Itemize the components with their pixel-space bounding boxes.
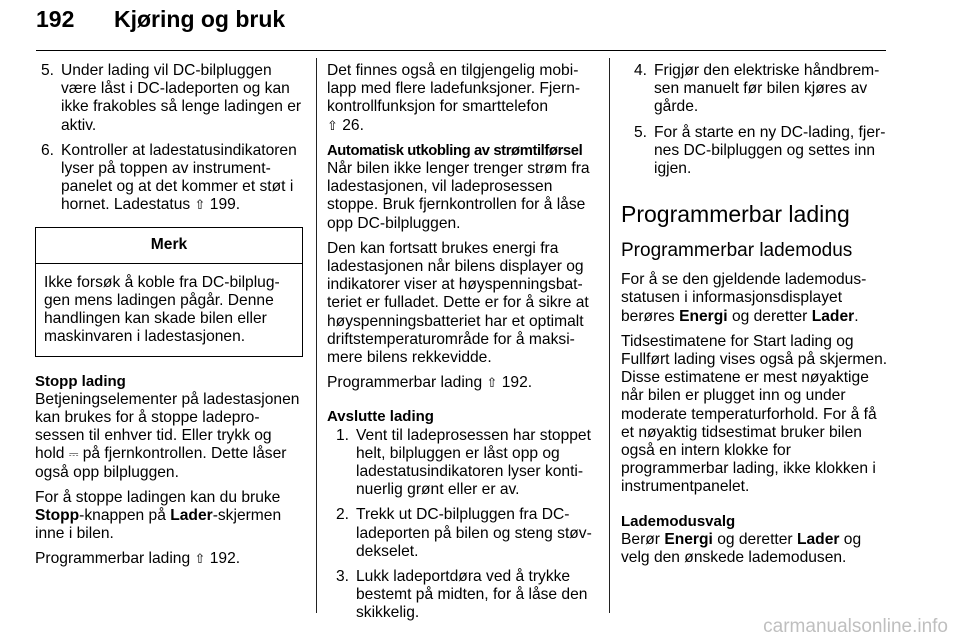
- watermark: carmanualsonline.info: [763, 616, 948, 637]
- reference-arrow-icon: ⇧: [327, 117, 338, 133]
- list-item: 6. Kontroller at ladestatusindikatoren lyser på toppen av instrumentpanelet og at det kommer et støt i hornet. Ladestatus ⇧ 199.: [40, 141, 297, 214]
- note-box: [35, 227, 303, 357]
- page-reference-link[interactable]: 26.: [342, 116, 364, 134]
- section-heading: Programmerbar lademodus: [621, 240, 853, 262]
- column-3: [621, 62, 889, 574]
- paragraph: Programmerbar lading ⇧ 192.: [327, 374, 533, 392]
- list-item: 5. Under lading vil DC-bilpluggen være låst i DC-ladeporten og kan ikke frakobles så lenge ladingen er aktiv.: [40, 62, 302, 134]
- reference-arrow-icon: ⇧: [194, 551, 206, 567]
- page-reference-link[interactable]: 199.: [209, 196, 241, 214]
- reference-arrow-icon: ⇧: [486, 375, 498, 391]
- paragraph: Tidsestimatene for Start lading og Fullført lading vises også på skjermen. Disse estimatene er mest nøyaktige når bilen er plugget inn og under moderate temperaturforhold. For å få et nøyaktig tidsestimat bruker bilen også en intern klokke for programmerbar lading, ikke klokken i instrumentpanelet.: [621, 332, 888, 496]
- page-header: [36, 0, 886, 51]
- page-reference-link[interactable]: 192.: [209, 550, 241, 568]
- list-item: 4. Frigjør den elektriske håndbremsen manuelt før bilen kjøres av gårde.: [633, 62, 880, 116]
- list-item: 5. For å starte en ny DC-lading, fjernes DC-bilpluggen og settes inn igjen.: [633, 123, 886, 178]
- column-2: [327, 62, 595, 630]
- paragraph: For å se den gjeldende lademodusstatusen i informasjonsdisplayet berøres Energi og deretter Lader.: [621, 271, 867, 325]
- paragraph: Den kan fortsatt brukes energi fra ladestasjonen når bilens displayer og indikatorer viser at høyspenningsbatteriet er fulladet. Dette er for å sikre at høyspenningsbatteriet har et optimalt driftstemperaturområde for å maksimere bilens rekkevidde.: [327, 239, 589, 367]
- column-divider: [609, 58, 610, 613]
- section-heading: Stopp lading: [35, 372, 126, 390]
- list-item: 1. Vent til ladeprosessen har stoppet helt, bilpluggen er låst opp og ladestatusindikatoren lyser kontinuerlig grønt eller er av.: [335, 426, 591, 499]
- paragraph: Betjeningselementer på ladestasjonen kan brukes for å stoppe ladeprosessen til enhver tid. Eller trykk og hold ⎓ på fjernkontrollen. Dette låser også opp bilpluggen.: [35, 390, 300, 481]
- paragraph: Når bilen ikke lenger trenger strøm fra ladestasjonen, vil ladeprosessen stoppe. Bruk fjernkontrollen for å låse opp DC-bilpluggen.: [327, 160, 590, 232]
- section-heading: Lademodusvalg: [621, 512, 736, 530]
- paragraph: Berør Energi og deretter Lader og velg den ønskede lademodusen.: [621, 530, 862, 567]
- paragraph: Programmerbar lading ⇧ 192.: [35, 550, 241, 568]
- list-item: 2. Trekk ut DC-bilpluggen fra DC-ladeporten på bilen og steng støvdekselet.: [335, 506, 592, 560]
- list-item: 3. Lukk ladeportdøra ved å trykke bestemt på midten, for å låse den skikkelig.: [335, 568, 588, 622]
- paragraph: Det finnes også en tilgjengelig mobilapp med flere ladefunksjoner. Fjernkontrollfunksjon for smarttelefon ⇧ 26.: [327, 62, 581, 134]
- section-heading: Avslutte lading: [327, 408, 434, 426]
- column-1: [35, 62, 303, 576]
- reference-arrow-icon: ⇧: [194, 197, 206, 213]
- page-number: 192: [36, 6, 75, 32]
- note-title: Merk: [36, 228, 302, 264]
- remote-plug-icon: ⎓: [68, 447, 79, 462]
- page-title: Kjøring og bruk: [114, 6, 286, 32]
- note-body: Ikke forsøk å koble fra DC-bilpluggen mens ladingen pågår. Denne handlingen kan skade bilen eller maskinvaren i ladestasjonen.: [44, 273, 280, 346]
- column-divider: [316, 58, 317, 613]
- paragraph: For å stoppe ladingen kan du bruke Stopp-knappen på Lader-skjermen inne i bilen.: [35, 488, 282, 543]
- section-heading: Automatisk utkobling av strømtilførsel: [327, 142, 583, 159]
- page-reference-link[interactable]: 192.: [501, 374, 533, 392]
- chapter-heading: Programmerbar lading: [621, 201, 850, 228]
